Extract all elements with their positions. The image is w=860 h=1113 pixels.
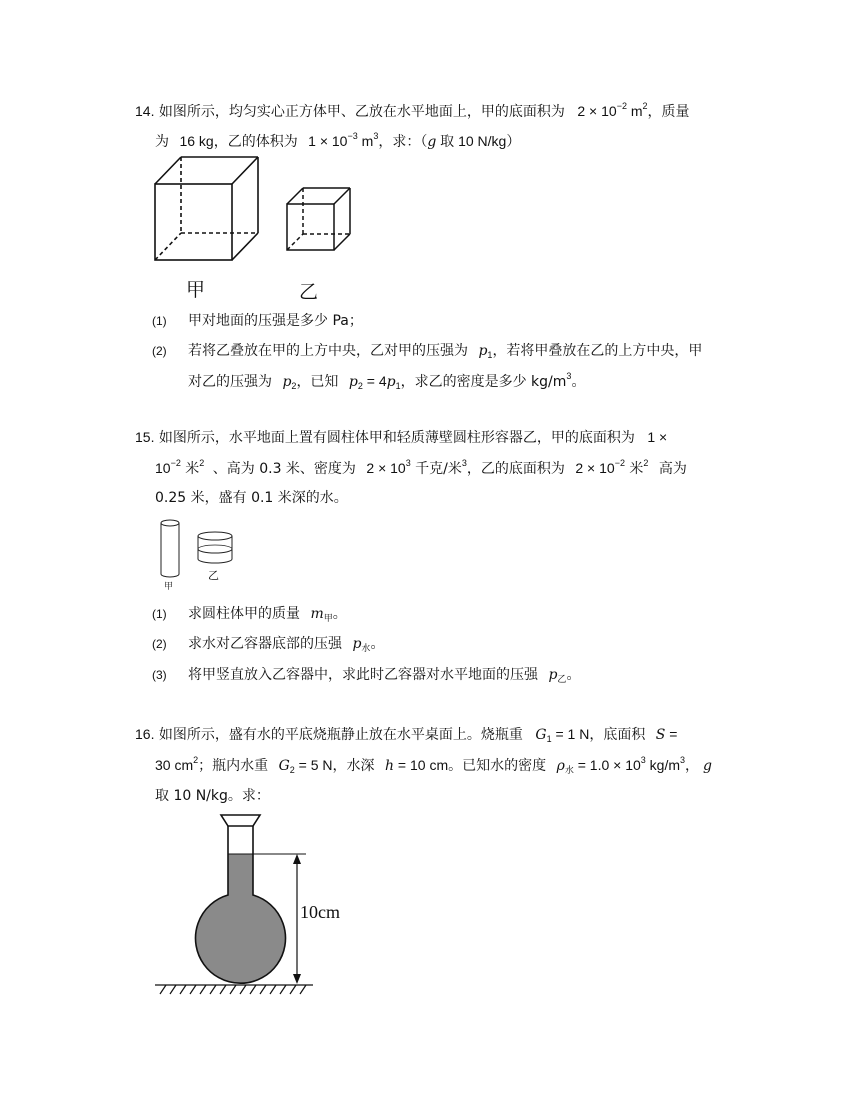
q14-label-jia: 甲 [186, 279, 206, 301]
q14-text: ，质量 [647, 104, 690, 120]
q15-area-exp: −2 [170, 458, 181, 468]
q14-g-value: 取 10 N/kg） [436, 133, 521, 149]
q14-p1-variable: p [478, 343, 488, 359]
q14-sub2-text: ，求乙的密度是多少 kg/m [400, 374, 567, 390]
q16-g2-subscript: 2 [289, 765, 295, 775]
q16-number: 16. [135, 726, 155, 742]
table-surface [155, 985, 313, 994]
q16-s-equals: = [665, 726, 678, 742]
q15-area2-unit: 米 [624, 461, 644, 477]
q14-text: ，求：（ [378, 134, 428, 150]
q14-sub2-label: (2) [152, 344, 167, 358]
q15-density-value: 2 × 10 [366, 460, 406, 476]
q14-sub2-text: ，已知 [296, 374, 339, 390]
q16-g2-value: = 5 N [294, 757, 333, 773]
q14-text: 如图所示，均匀实心正方体甲、乙放在水平地面上，甲的底面积为 [158, 104, 565, 120]
q15-text: 如图所示，水平地面上置有圆柱体甲和轻质薄壁圆柱形容器乙，甲的底面积为 [158, 430, 635, 446]
q14-eq-p2: p [348, 374, 358, 390]
q16-text: 如图所示，盛有水的平底烧瓶静止放在水平桌面上。烧瓶重 [158, 727, 523, 743]
q14-sub2-text: 对乙的压强为 [188, 374, 272, 390]
q14-eq-p1: p [386, 374, 396, 390]
q15-area-value: 10 [155, 460, 171, 476]
q14-area-unit: m [626, 103, 643, 119]
q15-mass-subscript: 甲 [323, 614, 333, 624]
q15-sub2-end: 。 [370, 636, 385, 652]
q14-g-variable: g [427, 134, 437, 150]
q15-pressure2-subscript: 乙 [557, 675, 567, 685]
q15-area-unit-exp: 2 [199, 458, 205, 468]
q15-area2-unit-exp: 2 [643, 458, 649, 468]
q15-area2-exp: −2 [614, 458, 625, 468]
q14-eq-p2-subscript: 2 [357, 381, 363, 391]
q14-text: ，乙的体积为 [213, 134, 298, 150]
q16-rho-exp: 3 [640, 755, 646, 765]
q14-p2-variable: p [282, 374, 292, 390]
q15-sub3-label: (3) [152, 668, 167, 682]
q16-g1-value: = 1 N [551, 726, 590, 742]
q16-g1-subscript: 1 [546, 734, 552, 744]
q15-area-unit: 米 [180, 461, 200, 477]
q15-sub3-question: 将甲竖直放入乙容器中，求此时乙容器对水平地面的压强 [188, 667, 538, 683]
q16-depth-label: 10cm [300, 902, 340, 922]
q14-sub1-label: (1) [152, 314, 167, 328]
q15-sub2-label: (2) [152, 637, 167, 651]
q14-sub2-text: ，若将甲叠放在乙的上方中央，甲 [492, 343, 703, 359]
q14-density-unit-exp: 3 [566, 371, 572, 381]
q16-text: 。已知水的密度 [448, 758, 547, 774]
q15-mass-variable: m [310, 606, 324, 622]
q15-sub1-label: (1) [152, 607, 167, 621]
q14-area-exp: −2 [616, 101, 627, 111]
q16-h-value: = 10 cm [394, 757, 449, 773]
q14-eq-p1-subscript: 1 [395, 381, 401, 391]
q14-volume-unit: m [357, 133, 374, 149]
q15-density-unit: 千克/米 [410, 461, 462, 477]
q14-p2-subscript: 2 [291, 381, 297, 391]
q16-h-variable: h [385, 758, 395, 774]
q15-text: ，乙的底面积为 [466, 461, 565, 477]
q16-rho-unit-exp: 3 [680, 755, 686, 765]
q14-sub2-text: 。 [571, 374, 586, 390]
q16-s-variable: S [655, 727, 666, 743]
q14-eq-operator: = 4 [362, 373, 387, 389]
q15-area2-value: 2 × 10 [575, 460, 615, 476]
q15-label-yi: 乙 [208, 569, 219, 582]
q15-sub2-question: 求水对乙容器底部的压强 [188, 636, 342, 652]
q15-sub3-end: 。 [566, 667, 581, 683]
q14-label-yi: 乙 [299, 281, 319, 303]
q16-area-exp: 2 [193, 755, 199, 765]
q16-g2-variable: G [278, 758, 290, 774]
q16-text: ， [685, 758, 700, 774]
q14-sub1-text: 甲对地面的压强是多少 Pa； [188, 313, 363, 329]
q14-area-unit-exp: 2 [642, 101, 648, 111]
q15-number: 15. [135, 429, 155, 445]
q15-pressure2-variable: p [548, 667, 558, 683]
q14-text: 为 [155, 134, 169, 150]
q15-line-3: 0.25 米，盛有 0.1 米深的水。 [155, 490, 348, 506]
q16-text: ，水深 [332, 758, 375, 774]
q16-text: ；瓶内水重 [198, 758, 269, 774]
q16-rho-subscript: 水 [564, 766, 574, 776]
q14-p1-subscript: 1 [487, 350, 493, 360]
flask [180, 815, 300, 994]
q14-volume-exp: −3 [347, 131, 358, 141]
q15-density-exp: 3 [405, 458, 411, 468]
q14-area-value: 2 × 10 [577, 103, 617, 119]
q15-sub1-end: 。 [332, 606, 347, 622]
q16-g-variable: g [703, 758, 713, 774]
q14-volume-value: 1 × 10 [308, 133, 348, 149]
q15-sub1-question: 求圆柱体甲的质量 [188, 606, 300, 622]
flask-rim [221, 815, 260, 826]
q14-volume-unit-exp: 3 [373, 131, 379, 141]
q15-area-value: 1 × [647, 429, 668, 445]
q15-text: 高为 [658, 461, 687, 477]
q16-area-value: 30 cm [155, 757, 194, 773]
q15-pressure-subscript: 水 [361, 644, 371, 654]
q16-line-3: 取 10 N/kg。求： [155, 788, 270, 804]
q16-rho-value: = 1.0 × 10 [573, 757, 641, 773]
q16-g1-variable: G [535, 727, 547, 743]
q16-rho-variable: ρ [556, 758, 565, 774]
q16-rho-unit: kg/m [645, 757, 681, 773]
q14-sub2-text: 若将乙叠放在甲的上方中央，乙对甲的压强为 [188, 343, 468, 359]
q15-text: 、高为 0.3 米、密度为 [212, 461, 356, 477]
q14-number: 14. [135, 103, 155, 119]
q15-label-jia: 甲 [164, 582, 174, 592]
q14-mass-value: 16 kg [179, 133, 214, 149]
q15-density-unit-exp: 3 [461, 458, 467, 468]
q16-text: ，底面积 [589, 727, 646, 743]
q15-pressure-variable: p [352, 636, 362, 652]
